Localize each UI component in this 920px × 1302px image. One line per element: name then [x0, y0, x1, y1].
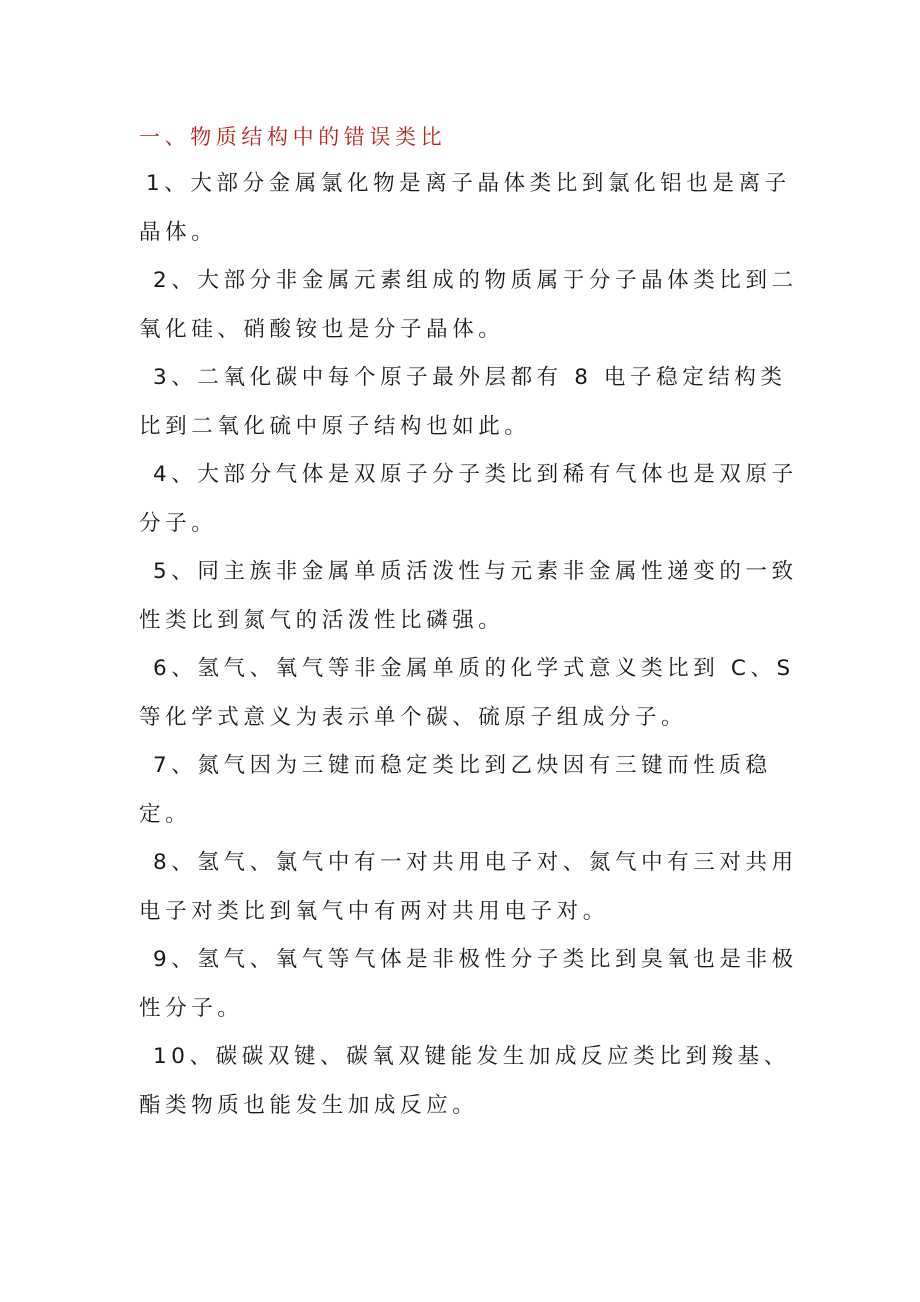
list-item: 6、氢气、氧气等非金属单质的化学式意义类比到 C、S 等化学式意义为表示单个碳、硫原子组成分子。 [139, 656, 795, 730]
list-item: 10、碳碳双键、碳氧双键能发生加成反应类比到羧基、酯类物质也能发生加成反应。 [139, 1044, 790, 1118]
list-item: 9、氢气、氧气等气体是非极性分子类比到臭氧也是非极性分子。 [139, 947, 798, 1021]
list-item: 7、氮气因为三键而稳定类比到乙炔因有三键而性质稳定。 [139, 753, 772, 827]
list-item: 2、大部分非金属元素组成的物质属于分子晶体类比到二氧化硅、硝酸铵也是分子晶体。 [139, 268, 798, 342]
section-heading: 一、物质结构中的错误类比 [139, 125, 447, 149]
list-item: 4、大部分气体是双原子分子类比到稀有气体也是双原子分子。 [139, 462, 798, 536]
list-item: 3、二氧化碳中每个原子最外层都有 8 电子稳定结构类比到二氧化硫中原子结构也如此。 [139, 365, 787, 439]
list-item: 5、同主族非金属单质活泼性与元素非金属性递变的一致性类比到氮气的活泼性比磷强。 [139, 559, 798, 633]
document-body [139, 114, 799, 1130]
list-item: 8、氢气、氯气中有一对共用电子对、氮气中有三对共用电子对类比到氧气中有两对共用电子对。 [139, 850, 798, 924]
list-item: 1、大部分金属氯化物是离子晶体类比到氯化铝也是离子晶体。 [139, 171, 791, 245]
